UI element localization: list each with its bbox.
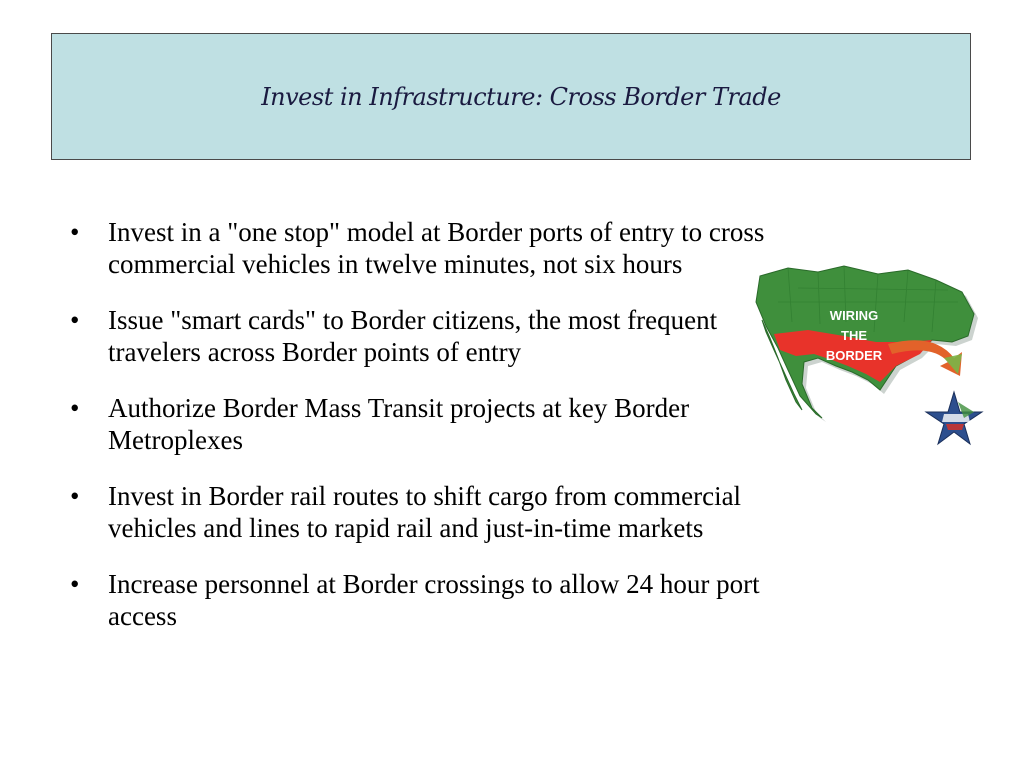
bullet-item (70, 392, 810, 456)
bullet-item (70, 568, 810, 632)
logo-text-the: THE (841, 328, 867, 343)
bullet-icon: • (70, 569, 80, 599)
bullet-icon: • (70, 305, 80, 335)
bullet-item (70, 216, 810, 280)
bullet-text: Invest in Border rail routes to shift cargo from commercial vehicles and lines to rapid rail and just-in-time markets (108, 481, 742, 543)
bullet-text: Authorize Border Mass Transit projects at key Border Metroplexes (108, 393, 690, 455)
bullet-icon: • (70, 217, 80, 247)
bullet-item (70, 304, 810, 368)
wiring-the-border-logo (748, 262, 992, 452)
bullet-text: Issue "smart cards" to Border citizens, the most frequent travelers across Border points of entry (108, 305, 718, 367)
logo-text-wiring: WIRING (829, 308, 879, 323)
bullet-icon: • (70, 393, 80, 423)
slide-title: Invest in Infrastructure: Cross Border Trade (261, 82, 781, 111)
bullet-text: Invest in a "one stop" model at Border ports of entry to cross commercial vehicles in twelve minutes, not six hours (108, 217, 765, 279)
title-box (51, 33, 971, 160)
bullet-item (70, 480, 810, 544)
bullet-icon: • (70, 481, 80, 511)
logo-text-border: BORDER (825, 348, 883, 363)
bullet-text: Increase personnel at Border crossings to allow 24 hour port access (108, 569, 760, 631)
bullet-list (70, 216, 810, 656)
